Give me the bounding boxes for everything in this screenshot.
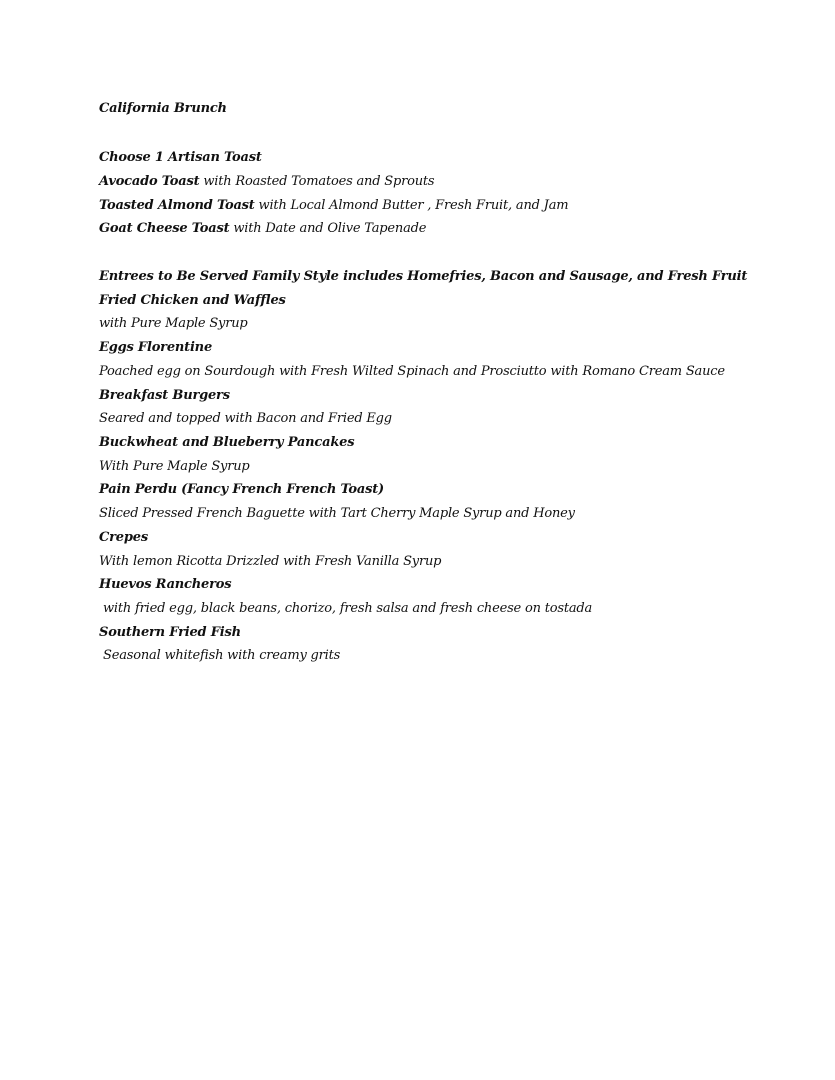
entrees-section-heading: Entrees to Be Served Family Style includes Homefries, Bacon and Sausage, and Fresh Fruit (99, 269, 748, 284)
entree-desc: Seared and topped with Bacon and Fried Egg (99, 411, 392, 426)
entree-desc: With lemon Ricotta Drizzled with Fresh Vanilla Syrup (99, 554, 442, 569)
toast-item (99, 172, 434, 192)
toast-item-desc: with Date and Olive Tapenade (229, 221, 427, 236)
entree-desc: With Pure Maple Syrup (99, 459, 250, 474)
entree-desc: Seasonal whitefish with creamy grits (103, 648, 341, 663)
entree-desc: Sliced Pressed French Baguette with Tart Cherry Maple Syrup and Honey (99, 506, 575, 521)
toast-item-name: Avocado Toast (99, 174, 200, 189)
entree-name: Buckwheat and Blueberry Pancakes (99, 435, 355, 450)
entree-name: Pain Perdu (Fancy French French Toast) (99, 482, 385, 497)
toast-section-heading: Choose 1 Artisan Toast (99, 150, 262, 165)
entree-name: Southern Fried Fish (99, 625, 241, 640)
toast-item (99, 196, 568, 216)
entree-desc: Poached egg on Sourdough with Fresh Wilted Spinach and Prosciutto with Romano Cream Sauce (99, 364, 725, 379)
toast-item-desc: with Local Almond Butter , Fresh Fruit, and Jam (254, 198, 569, 213)
toast-item (99, 219, 426, 239)
menu-title: California Brunch (99, 101, 227, 116)
entree-name: Fried Chicken and Waffles (99, 293, 286, 308)
entree-name: Breakfast Burgers (99, 388, 230, 403)
toast-item-name: Toasted Almond Toast (99, 198, 255, 213)
entree-name: Huevos Rancheros (99, 577, 232, 592)
entree-desc: with fried egg, black beans, chorizo, fresh salsa and fresh cheese on tostada (103, 601, 593, 616)
entree-name: Crepes (99, 530, 148, 545)
toast-item-desc: with Roasted Tomatoes and Sprouts (199, 174, 435, 189)
toast-item-name: Goat Cheese Toast (99, 221, 230, 236)
entree-name: Eggs Florentine (99, 340, 213, 355)
entree-desc: with Pure Maple Syrup (99, 316, 248, 331)
